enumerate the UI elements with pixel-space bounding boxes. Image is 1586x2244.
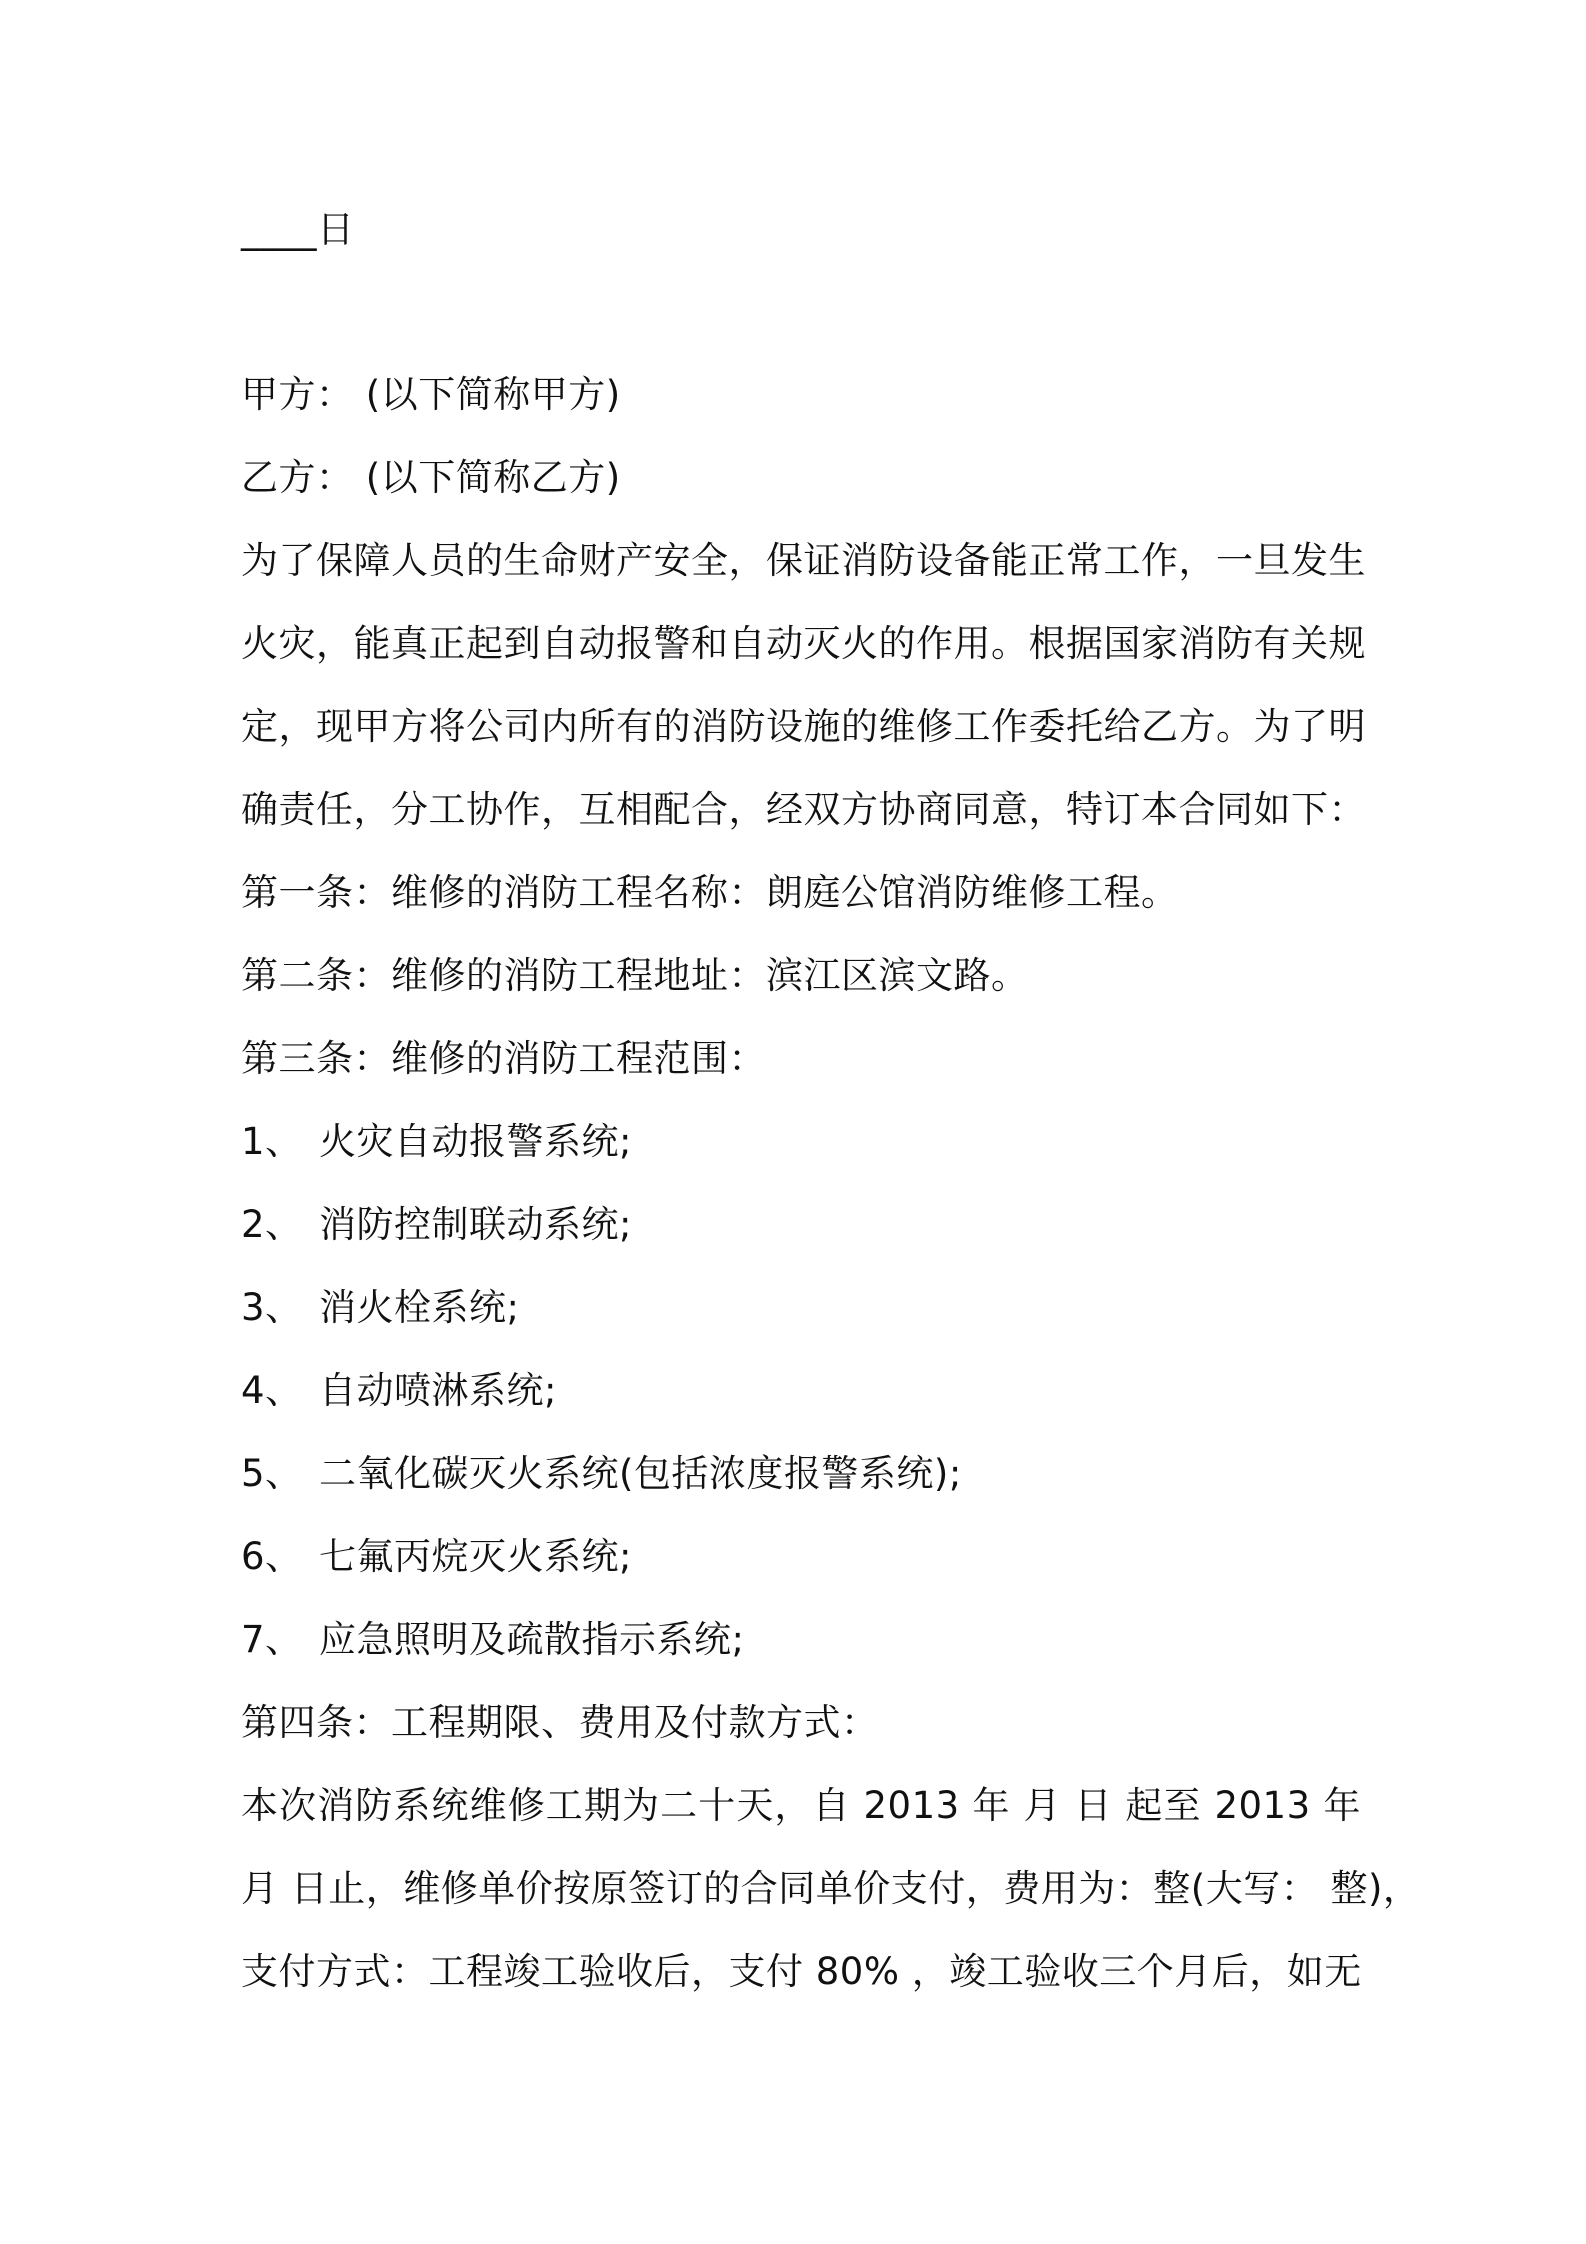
article-4-line: 支付方式：工程竣工验收后，支付 80% ，竣工验收三个月后，如无 [241, 1950, 1362, 1993]
article-3: 第三条：维修的消防工程范围： [241, 1037, 766, 1080]
scope-item-number: 5、 [241, 1452, 303, 1495]
scope-item-text: 火灾自动报警系统; [319, 1120, 632, 1163]
scope-item [241, 1615, 1361, 1665]
scope-item-number: 2、 [241, 1203, 303, 1246]
scope-item-number: 4、 [241, 1369, 303, 1412]
article-4: 第四条：工程期限、费用及付款方式： [241, 1701, 879, 1744]
scope-item [241, 1532, 1361, 1582]
scope-item-text: 七氟丙烷灭火系统; [319, 1535, 632, 1578]
scope-item-text: 消防控制联动系统; [319, 1203, 632, 1246]
scope-item-number: 1、 [241, 1120, 303, 1163]
scope-item-text: 自动喷淋系统; [319, 1369, 557, 1412]
party-b-line: 乙方： (以下简称乙方) [241, 456, 621, 499]
scope-item [241, 1117, 1361, 1167]
intro-line: 为了保障人员的生命财产安全，保证消防设备能正常工作，一旦发生 [241, 539, 1366, 582]
scope-item-text: 消火栓系统; [319, 1286, 520, 1329]
scope-item [241, 1283, 1361, 1333]
scope-item [241, 1200, 1361, 1250]
party-a-line: 甲方： (以下简称甲方) [241, 373, 621, 416]
intro-line: 火灾，能真正起到自动报警和自动灭火的作用。根据国家消防有关规 [241, 622, 1366, 665]
article-4-line: 月 日止，维修单价按原签订的合同单价支付，费用为：整(大写： 整)， [241, 1867, 1421, 1910]
scope-item-number: 3、 [241, 1286, 303, 1329]
scope-item-number: 7、 [241, 1618, 303, 1661]
date-line: ____日 [241, 208, 355, 251]
scope-item [241, 1449, 1361, 1499]
article-4-line: 本次消防系统维修工期为二十天，自 2013 年 月 日 起至 2013 年 [241, 1784, 1361, 1827]
scope-item-text: 二氧化碳灭火系统(包括浓度报警系统); [319, 1452, 962, 1495]
scope-item [241, 1366, 1361, 1416]
article-1: 第一条：维修的消防工程名称：朗庭公馆消防维修工程。 [241, 871, 1179, 914]
scope-item-text: 应急照明及疏散指示系统; [319, 1618, 745, 1661]
intro-line: 确责任，分工协作，互相配合，经双方协商同意，特订本合同如下： [241, 788, 1366, 831]
article-2: 第二条：维修的消防工程地址：滨江区滨文路。 [241, 954, 1029, 997]
intro-line: 定，现甲方将公司内所有的消防设施的维修工作委托给乙方。为了明 [241, 705, 1366, 748]
scope-item-number: 6、 [241, 1535, 303, 1578]
